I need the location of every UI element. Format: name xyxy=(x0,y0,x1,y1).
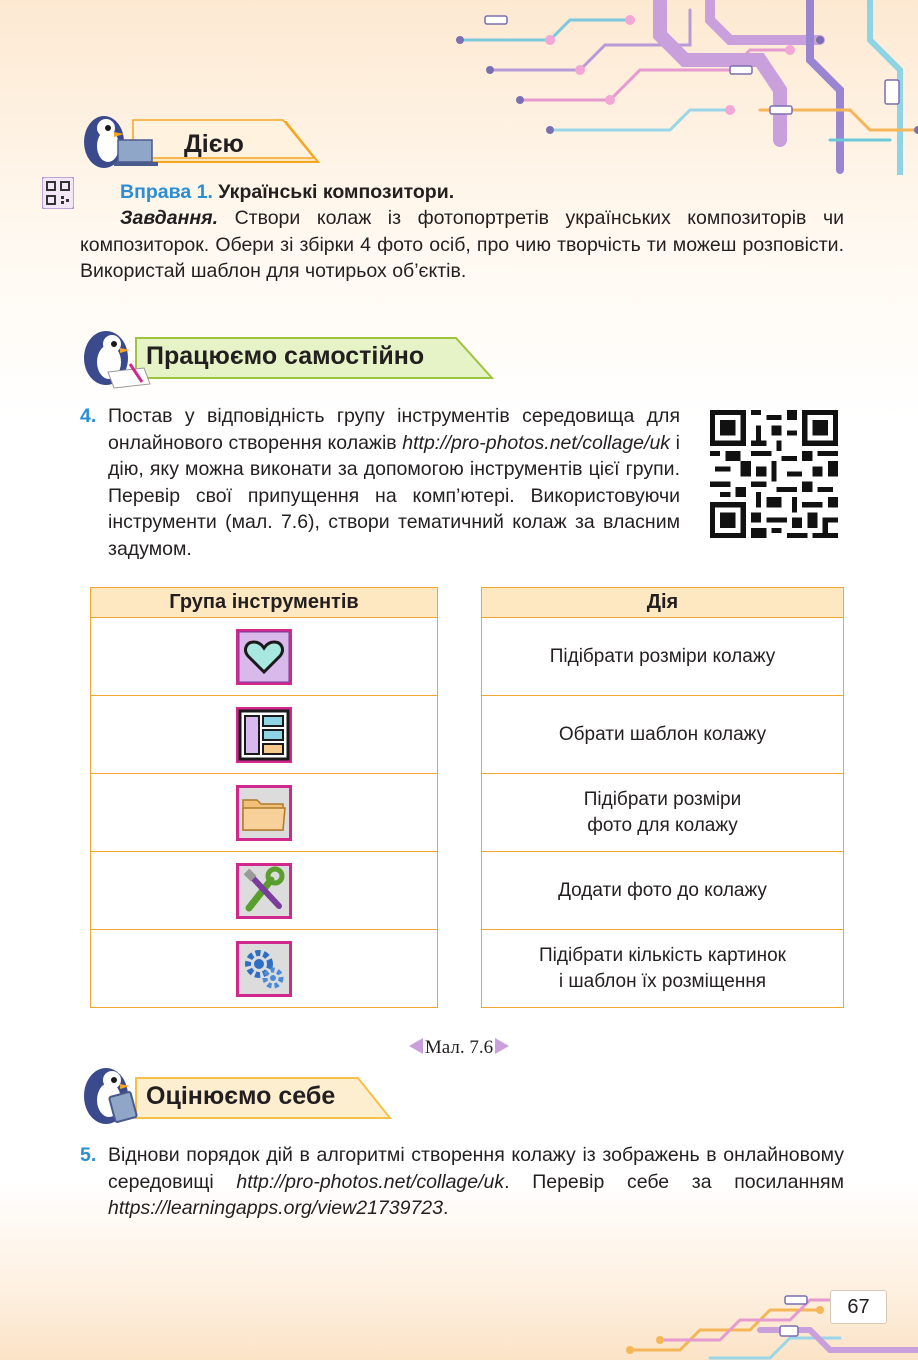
section-header-samostiino xyxy=(78,328,498,390)
task-5-number: 5. xyxy=(80,1144,97,1166)
triangle-left-icon xyxy=(409,1038,423,1054)
section-header-otsinka xyxy=(78,1060,398,1126)
table-row xyxy=(482,618,844,696)
table-row xyxy=(482,852,844,930)
table-row xyxy=(91,774,438,852)
exercise-label: Вправа 1. xyxy=(120,181,213,203)
table-row xyxy=(482,930,844,1008)
table-row xyxy=(91,696,438,774)
folder-icon[interactable] xyxy=(235,784,293,842)
table-row xyxy=(482,774,844,852)
gears-icon[interactable] xyxy=(235,940,293,998)
collage-url[interactable]: http://pro-photos.net/collage/uk xyxy=(236,1170,505,1193)
circuit-decoration-top xyxy=(430,0,918,175)
page-number: 67 xyxy=(830,1290,887,1324)
qr-code-small-icon xyxy=(42,177,74,209)
tools-icon[interactable] xyxy=(235,862,293,920)
section-title: Дією xyxy=(184,130,244,158)
task-label: Завдання. xyxy=(120,207,219,229)
section-title: Оцінюємо себе xyxy=(146,1082,336,1110)
layout-template-icon[interactable] xyxy=(235,706,293,764)
table-row xyxy=(91,852,438,930)
qr-code-icon xyxy=(710,410,838,538)
section-title: Працюємо самостійно xyxy=(146,342,425,370)
section-header-diemo xyxy=(78,110,328,172)
table-row xyxy=(482,696,844,774)
table-cell: Обрати шаблон колажу xyxy=(482,696,844,774)
table-cell: Підібрати розміри фото для колажу xyxy=(482,774,844,852)
exercise-title: Українські композитори. xyxy=(218,181,455,203)
task-5-text: Віднови порядок дій в алгоритмі створення колажу із зображень в онлайновому середовищі http://pro-photos.net/collage/uk. Перевір себе за посиланням https://learningapps.org/view21739723. xyxy=(108,1144,844,1219)
table-cell: Підібрати кількість картинок і шаблон їх розміщення xyxy=(482,930,844,1008)
heart-icon[interactable] xyxy=(235,628,293,686)
table-row xyxy=(91,618,438,696)
tool-groups-table xyxy=(90,587,438,1008)
table-header: Дія xyxy=(482,588,844,618)
figure-caption: Мал. 7.6 xyxy=(0,1037,918,1059)
exercise-1-heading xyxy=(120,179,860,206)
learningapps-url[interactable]: https://learningapps.org/view21739723 xyxy=(108,1197,443,1219)
table-header: Група інструментів xyxy=(91,588,438,618)
collage-url[interactable]: http://pro-photos.net/collage/uk xyxy=(402,431,671,454)
actions-table xyxy=(481,587,844,1008)
table-row xyxy=(91,930,438,1008)
table-cell: Додати фото до колажу xyxy=(482,852,844,930)
exercise-1-task xyxy=(80,205,844,285)
triangle-right-icon xyxy=(495,1038,509,1054)
task-text: Створи колаж із фотопортретів українських композиторів чи композиторок. Обери зі збірки 4 фото осіб, про чию творчість ти можеш розповісти. Використай шаблон для чотирьох об’єктів. xyxy=(80,207,844,282)
table-cell: Підібрати розміри колажу xyxy=(482,618,844,696)
task-4-number: 4. xyxy=(80,405,97,427)
task-4-text: Постав у відповідність групу інструментів середовища для онлайнового створення колажів http://pro-photos.net/collage/uk і дію, яку можна виконати за допомогою інструментів цієї групи. Перевір свої припущення на комп’ютері. Використовуючи інструменти (мал. 7.6), створи тематичний колаж за власним задумом. xyxy=(108,405,680,560)
